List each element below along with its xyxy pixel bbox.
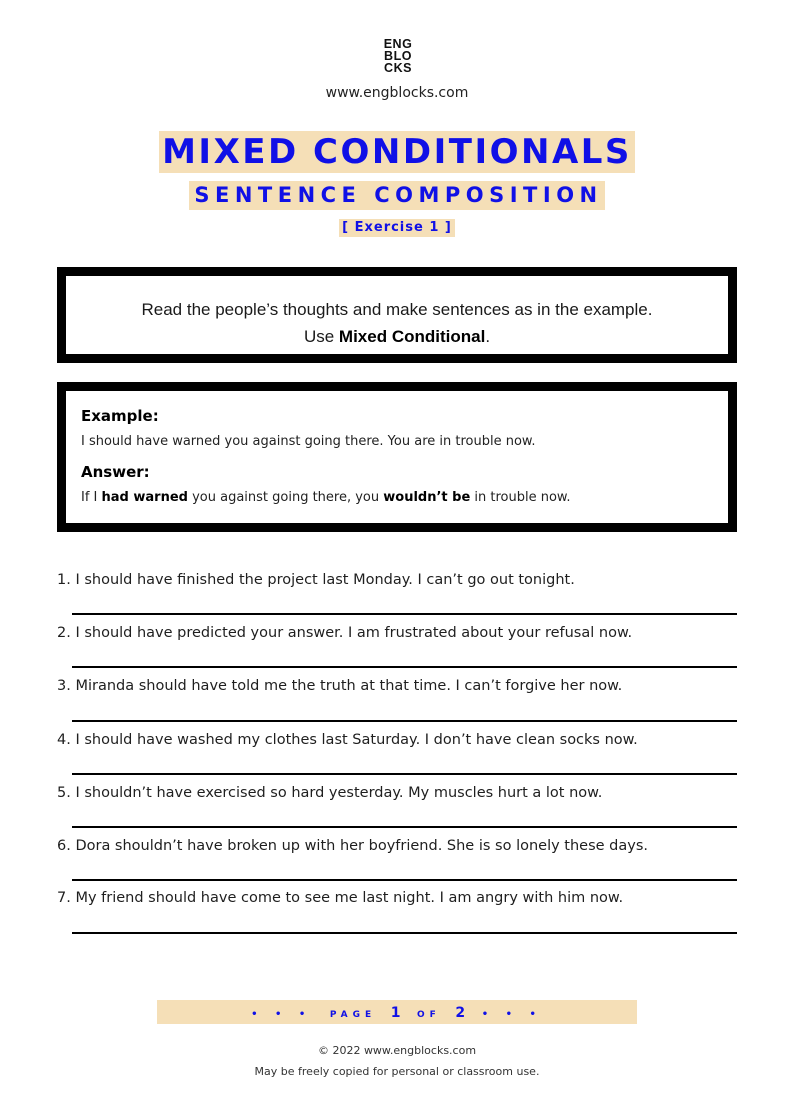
answer-part: in trouble now.: [470, 490, 571, 505]
dots-right: • • •: [481, 1009, 543, 1020]
answer-text: [81, 490, 728, 505]
logo-line: ENG: [383, 37, 413, 51]
answer-line-5[interactable]: [72, 826, 737, 828]
example-heading: Example:: [81, 407, 159, 425]
exercise-container: [0, 216, 794, 237]
logo-line: BLO: [384, 49, 412, 63]
example-box: [57, 382, 737, 532]
answer-line-7[interactable]: [72, 932, 737, 934]
answer-heading: Answer:: [81, 463, 150, 481]
question-3: 3. Miranda should have told me the truth at that time. I can’t forgive her now.: [57, 678, 623, 694]
question-6: 6. Dora shouldn’t have broken up with her boyfriend. She is so lonely these days.: [57, 838, 649, 854]
page-word: PAGE: [329, 1010, 377, 1020]
page-current: 1: [390, 1005, 401, 1021]
of-word: OF: [417, 1010, 441, 1020]
answer-part: If I: [81, 490, 102, 505]
instructions-prefix: Use: [303, 327, 339, 346]
subtitle-container: [0, 181, 794, 210]
exercise-label: [ Exercise 1 ]: [339, 219, 455, 237]
site-url: www.engblocks.com: [325, 85, 469, 101]
usage-note: May be freely copied for personal or classroom use.: [254, 1065, 540, 1078]
worksheet-subtitle: SENTENCE COMPOSITION: [189, 181, 604, 210]
logo-line: CKS: [384, 61, 412, 75]
question-7: 7. My friend should have come to see me last night. I am angry with him now.: [57, 890, 624, 906]
question-4: 4. I should have washed my clothes last Saturday. I don’t have clean socks now.: [57, 732, 638, 748]
question-2: 2. I should have predicted your answer. I am frustrated about your refusal now.: [57, 625, 633, 641]
answer-line-4[interactable]: [72, 773, 737, 775]
answer-line-1[interactable]: [72, 613, 737, 615]
question-1: 1. I should have finished the project last Monday. I can’t go out tonight.: [57, 572, 575, 588]
instructions-box: [57, 267, 737, 363]
instructions-suffix: .: [485, 327, 491, 346]
answer-line-6[interactable]: [72, 879, 737, 881]
engblocks-logo: [381, 38, 415, 74]
instructions-bold: Mixed Conditional: [338, 327, 486, 346]
answer-line-3[interactable]: [72, 720, 737, 722]
example-text: I should have warned you against going there. You are in trouble now.: [81, 434, 536, 449]
answer-line-2[interactable]: [72, 666, 737, 668]
instructions-line-2: [66, 323, 728, 350]
answer-bold: had warned: [101, 490, 188, 505]
answer-bold: wouldn’t be: [383, 490, 471, 505]
answer-part: you against going there, you: [187, 490, 384, 505]
dots-left: • • •: [251, 1009, 313, 1020]
instructions-line-1: Read the people’s thoughts and make sentences as in the example.: [141, 300, 653, 319]
worksheet-title: MIXED CONDITIONALS: [159, 131, 635, 173]
title-container: [0, 131, 794, 173]
page-indicator: [157, 1000, 637, 1024]
copyright: © 2022 www.engblocks.com: [317, 1044, 477, 1057]
page-total: 2: [455, 1005, 466, 1021]
question-5: 5. I shouldn’t have exercised so hard yesterday. My muscles hurt a lot now.: [57, 785, 603, 801]
